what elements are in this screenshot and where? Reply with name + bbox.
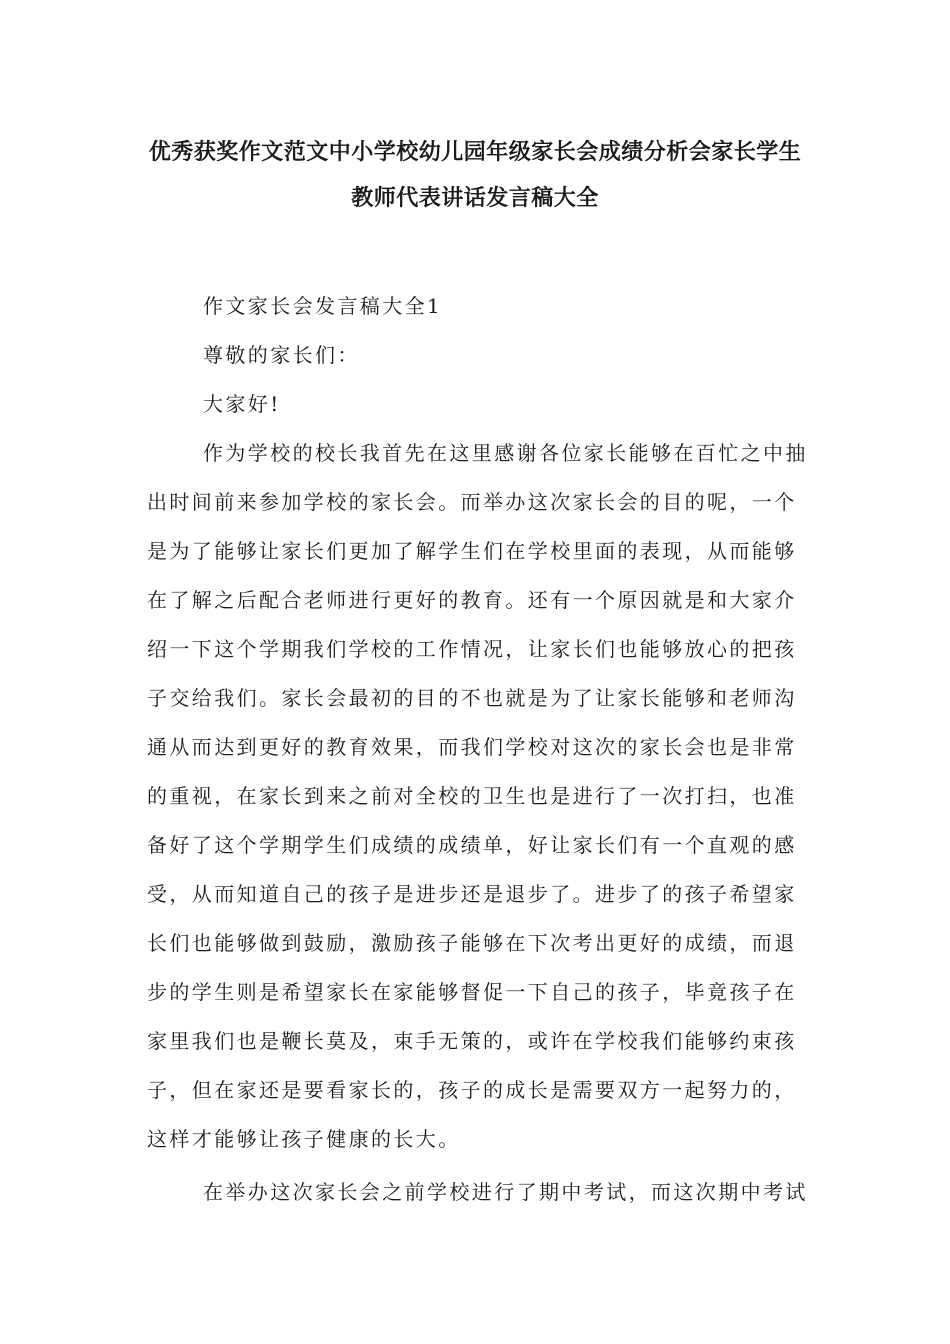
- paragraph-line: 子交给我们。家长会最初的目的不也就是为了让家长能够和老师沟: [147, 686, 797, 710]
- paragraph-1: [147, 429, 807, 1164]
- paragraph-line: 作为学校的校长我首先在这里感谢各位家长能够在百忙之中抽: [203, 441, 808, 465]
- paragraph-line: 受，从而知道自己的孩子是进步还是退步了。进步了的孩子希望家: [147, 882, 797, 906]
- document-title: [130, 130, 820, 222]
- paragraph-line: 是为了能够让家长们更加了解学生们在学校里面的表现，从而能够: [147, 539, 797, 563]
- paragraph-line: 子，但在家还是要看家长的，孩子的成长是需要双方一起努力的，: [147, 1078, 797, 1102]
- salutation: 尊敬的家长们：: [203, 343, 360, 367]
- paragraph-line: 通从而达到更好的教育效果，而我们学校对这次的家长会也是非常: [147, 735, 797, 759]
- paragraph-line: 在了解之后配合老师进行更好的教育。还有一个原因就是和大家介: [147, 588, 797, 612]
- title-line-1: 优秀获奖作文范文中小学校幼儿园年级家长会成绩分析会家长学生: [148, 140, 802, 165]
- paragraph-line: 步的学生则是希望家长在家能够督促一下自己的孩子，毕竟孩子在: [147, 980, 797, 1004]
- paragraph-line: 家里我们也是鞭长莫及，束手无策的，或许在学校我们能够约束孩: [147, 1029, 797, 1053]
- paragraph-line: 长们也能够做到鼓励，激励孩子能够在下次考出更好的成绩，而退: [147, 931, 797, 955]
- paragraph-line: 的重视，在家长到来之前对全校的卫生也是进行了一次打扫，也准: [147, 784, 797, 808]
- title-line-2: 教师代表讲话发言稿大全: [351, 186, 599, 211]
- paragraph-line: 出时间前来参加学校的家长会。而举办这次家长会的目的呢，一个: [147, 490, 797, 514]
- greeting: 大家好!: [203, 392, 281, 416]
- paragraph-line: 绍一下这个学期我们学校的工作情况，让家长们也能够放心的把孩: [147, 637, 797, 661]
- section-heading: 作文家长会发言稿大全1: [203, 294, 443, 318]
- paragraph-line: 在举办这次家长会之前学校进行了期中考试，而这次期中考试: [203, 1180, 808, 1204]
- paragraph-2: [147, 1168, 807, 1217]
- paragraph-line: 这样才能够让孩子健康的长大。: [147, 1127, 461, 1151]
- paragraph-line: 备好了这个学期学生们成绩的成绩单，好让家长们有一个直观的感: [147, 833, 797, 857]
- document-body: [147, 282, 807, 1217]
